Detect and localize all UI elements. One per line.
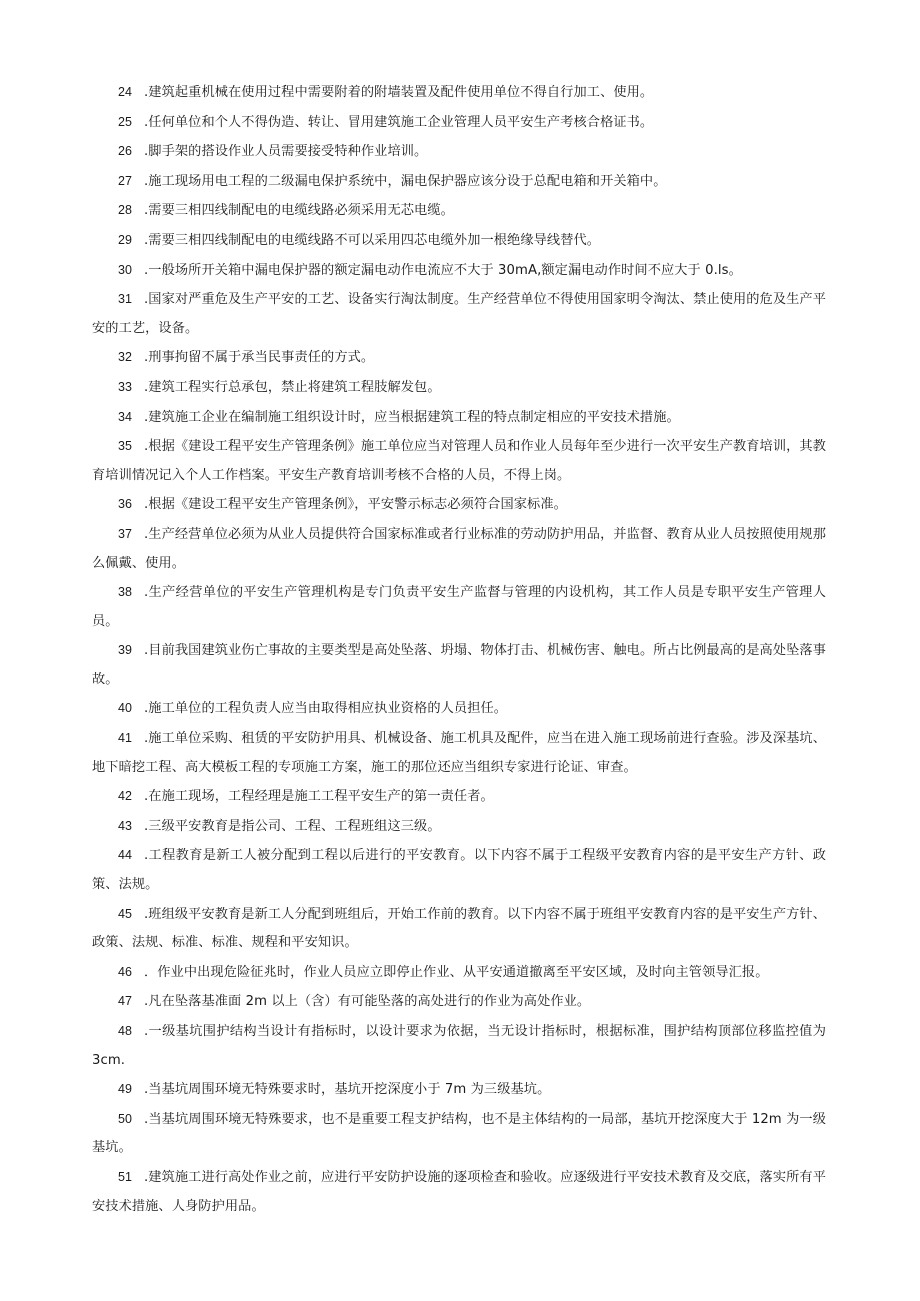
item-number: 49 <box>118 1082 133 1097</box>
item-text: .在施工现场，工程经理是施工工程平安生产的第一责任者。 <box>144 789 494 805</box>
item-text: .需要三相四线制配电的电缆线路必须采用无芯电缆。 <box>144 203 454 219</box>
list-item <box>92 1105 826 1163</box>
list-item <box>92 694 826 724</box>
list-item <box>92 1017 826 1075</box>
list-item <box>92 78 826 108</box>
list-item <box>92 432 826 490</box>
item-text: .当基坑周围环境无特殊要求，也不是重要工程支护结构，也不是主体结构的一局部，基坑开挖深度大于 12m 为一级基坑。 <box>92 1111 826 1156</box>
item-text: .生产经营单位必须为从业人员提供符合国家标准或者行业标准的劳动防护用品，并监督、教育从业人员按照使用规那么佩戴、使用。 <box>92 526 826 571</box>
list-item <box>92 343 826 373</box>
item-number: 35 <box>118 439 133 454</box>
item-number: 33 <box>118 379 133 394</box>
item-text: .目前我国建筑业伤亡事故的主要类型是高处坠落、坍塌、物体打击、机械伤害、触电。所占比例最高的是高处坠落事故。 <box>92 643 826 687</box>
item-number: 30 <box>118 262 133 277</box>
item-number: 48 <box>118 1024 133 1038</box>
list-item <box>92 724 826 782</box>
document-page <box>0 78 920 1221</box>
item-text: .脚手架的搭设作业人员需要接受特种作业培训。 <box>144 144 428 160</box>
item-number: 24 <box>118 85 133 99</box>
item-text: .凡在坠落基准面 2m 以上（含）有可能坠落的高处进行的作业为高处作业。 <box>144 994 591 1010</box>
item-number: 40 <box>118 701 133 716</box>
item-text: .班组级平安教育是新工人分配到班组后，开始工作前的教育。以下内容不属于班组平安教育内容的是平安生产方针、政策、法规、标准、标准、规程和平安知识。 <box>92 906 826 951</box>
list-item <box>92 137 826 167</box>
item-number: 38 <box>118 585 133 600</box>
item-text: .施工单位的工程负责人应当由取得相应执业资格的人员担任。 <box>144 701 508 717</box>
item-text: .生产经营单位的平安生产管理机构是专门负责平安生产监督与管理的内设机构，其工作人员是专职平安生产管理人员。 <box>92 585 826 629</box>
item-text: .施工现场用电工程的二级漏电保护系统中，漏电保护器应该分设于总配电箱和开关箱中。 <box>144 173 667 189</box>
item-number: 50 <box>118 1111 133 1126</box>
list-item <box>92 636 826 694</box>
item-text: .三级平安教育是指公司、工程、工程班组这三级。 <box>144 818 441 834</box>
item-number: 39 <box>118 643 133 658</box>
item-text: ．作业中出现危险征兆时，作业人员应立即停止作业、从平安通道撤离至平安区域，及时向主管领导汇报。 <box>144 964 769 980</box>
item-text: .任何单位和个人不得伪造、转让、冒用建筑施工企业管理人员平安生产考核合格证书。 <box>144 114 654 130</box>
item-text: .国家对严重危及生产平安的工艺、设备实行淘汰制度。生产经营单位不得使用国家明令淘汰、禁止使用的危及生产平安的工艺，设备。 <box>92 292 826 336</box>
item-number: 42 <box>118 789 133 804</box>
list-item <box>92 373 826 403</box>
item-text: .当基坑周围环境无特殊要求时，基坑开挖深度小于 7m 为三级基坑。 <box>144 1082 551 1098</box>
list-item <box>92 1163 826 1221</box>
item-number: 41 <box>118 731 133 746</box>
list-item <box>92 520 826 578</box>
list-item <box>92 285 826 343</box>
list-item <box>92 987 826 1017</box>
list-item <box>92 108 826 138</box>
list-item <box>92 490 826 520</box>
list-item <box>92 1075 826 1105</box>
item-number: 37 <box>118 526 133 541</box>
item-text: .一级基坑围护结构当设计有指标时，以设计要求为依据，当无设计指标时，根据标准，围护结构顶部位移监控值为 3cm. <box>92 1024 826 1068</box>
item-number: 27 <box>118 173 133 188</box>
item-number: 46 <box>118 964 133 979</box>
list-item <box>92 841 826 899</box>
item-text: .一般场所开关箱中漏电保护器的额定漏电动作电流应不大于 30mA,额定漏电动作时间不应大于 0.ls。 <box>144 262 742 278</box>
item-text: .施工单位采购、租赁的平安防护用具、机械设备、施工机具及配件，应当在进入施工现场前进行查验。涉及深基坑、地下暗挖工程、高大模板工程的专项施工方案，施工的那位还应当组织专家进行论证、审查。 <box>92 731 826 775</box>
list-item <box>92 900 826 958</box>
item-number: 26 <box>118 144 133 159</box>
item-number: 43 <box>118 818 133 833</box>
item-text: .建筑工程实行总承包，禁止将建筑工程肢解发包。 <box>144 379 441 395</box>
list-item <box>92 196 826 226</box>
item-text: .建筑起重机械在使用过程中需要附着的附墙装置及配件使用单位不得自行加工、使用。 <box>144 85 654 100</box>
list-item <box>92 226 826 256</box>
item-number: 32 <box>118 350 133 365</box>
list-item <box>92 167 826 197</box>
item-text: .刑事拘留不属于承当民事责任的方式。 <box>144 350 375 366</box>
item-number: 45 <box>118 906 133 921</box>
item-number: 28 <box>118 203 133 218</box>
item-number: 34 <box>118 409 133 424</box>
list-item <box>92 578 826 636</box>
item-number: 31 <box>118 292 133 307</box>
item-number: 25 <box>118 114 133 129</box>
item-number: 29 <box>118 232 133 247</box>
item-number: 44 <box>118 848 133 863</box>
item-number: 51 <box>118 1169 133 1184</box>
list-item <box>92 403 826 433</box>
list-item <box>92 256 826 286</box>
list-item <box>92 958 826 988</box>
item-text: .工程教育是新工人被分配到工程以后进行的平安教育。以下内容不属于工程级平安教育内容的是平安生产方针、政策、法规。 <box>92 848 826 893</box>
list-item <box>92 812 826 842</box>
item-number: 36 <box>118 497 133 512</box>
item-text: .建筑施工进行高处作业之前，应进行平安防护设施的逐项检查和验收。应逐级进行平安技术教育及交底，落实所有平安技术措施、人身防护用品。 <box>92 1169 826 1214</box>
item-text: .根据《建设工程平安生产管理条例》施工单位应当对管理人员和作业人员每年至少进行一次平安生产教育培训，其教育培训情况记入个人工作档案。平安生产教育培训考核不合格的人员，不得上岗。 <box>92 439 826 483</box>
list-item <box>92 782 826 812</box>
item-text: .需要三相四线制配电的电缆线路不可以采用四芯电缆外加一根绝缘导线替代。 <box>144 232 601 248</box>
item-number: 47 <box>118 994 133 1009</box>
item-text: .建筑施工企业在编制施工组织设计时，应当根据建筑工程的特点制定相应的平安技术措施。 <box>144 409 680 425</box>
item-text: .根据《建设工程平安生产管理条例》，平安警示标志必须符合国家标准。 <box>144 497 567 513</box>
